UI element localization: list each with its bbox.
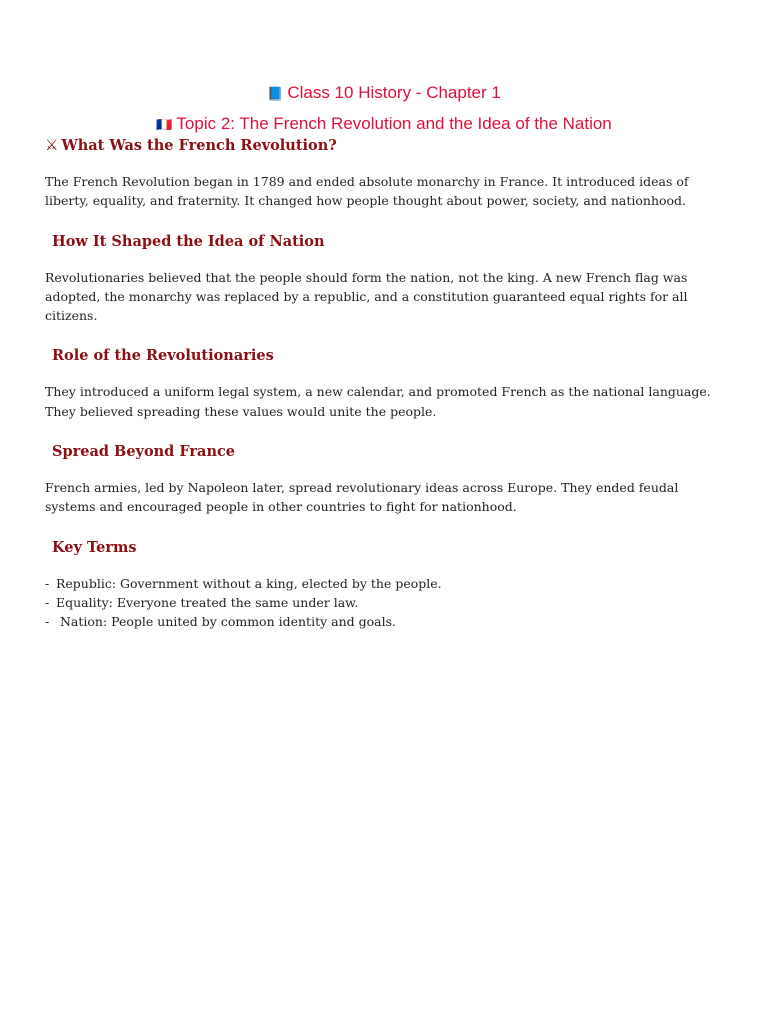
section-heading-what-was xyxy=(45,134,725,157)
chapter-title xyxy=(0,78,768,109)
section-body-revolutionaries: They introduced a uniform legal system, a new calendar, and promoted French as the national language. They believed spreading these values would unite the people. xyxy=(45,384,711,419)
topic-title-text: Topic 2: The French Revolution and the Idea of the Nation xyxy=(176,114,612,133)
list-item: - Equality: Everyone treated the same under law. xyxy=(45,594,359,610)
section-body-what-was: The French Revolution began in 1789 and ended absolute monarchy in France. It introduced ideas of liberty, equality, and fraternity. It changed how people thought about power, society, and nationhood. xyxy=(45,174,689,209)
chapter-title-text: Class 10 History - Chapter 1 xyxy=(287,83,501,102)
list-item-text: Nation: People united by common identity and goals. xyxy=(56,614,396,630)
crossed-swords-icon: ⚔ xyxy=(45,136,59,154)
section-heading-spread: Spread Beyond France xyxy=(52,443,236,461)
list-item: - Nation: People united by common identity and goals. xyxy=(45,614,396,630)
content xyxy=(45,134,725,632)
book-icon: 📘 xyxy=(267,87,284,102)
section-heading-key-terms: Key Terms xyxy=(52,538,137,556)
section-heading-idea-of-nation: How It Shaped the Idea of Nation xyxy=(52,232,325,250)
section-body-idea-of-nation: Revolutionaries believed that the people should form the nation, not the king. A new French flag was adopted, the monarchy was replaced by a republic, and a constitution guaranteed equal rights for all citizens. xyxy=(45,269,688,324)
list-item-text: Equality: Everyone treated the same under law. xyxy=(56,594,359,610)
list-item-text: Republic: Government without a king, elected by the people. xyxy=(56,575,442,591)
list-item: - Republic: Government without a king, elected by the people. xyxy=(45,575,442,591)
section-heading-text: What Was the French Revolution? xyxy=(61,137,337,154)
title-block xyxy=(0,78,768,140)
flag-icon: 🇫🇷 xyxy=(156,118,173,133)
section-heading-revolutionaries: Role of the Revolutionaries xyxy=(52,347,274,365)
section-body-spread: French armies, led by Napoleon later, spread revolutionary ideas across Europe. They ended feudal systems and encouraged people in other countries to fight for nationhood. xyxy=(45,480,679,515)
key-terms-list xyxy=(45,574,725,632)
